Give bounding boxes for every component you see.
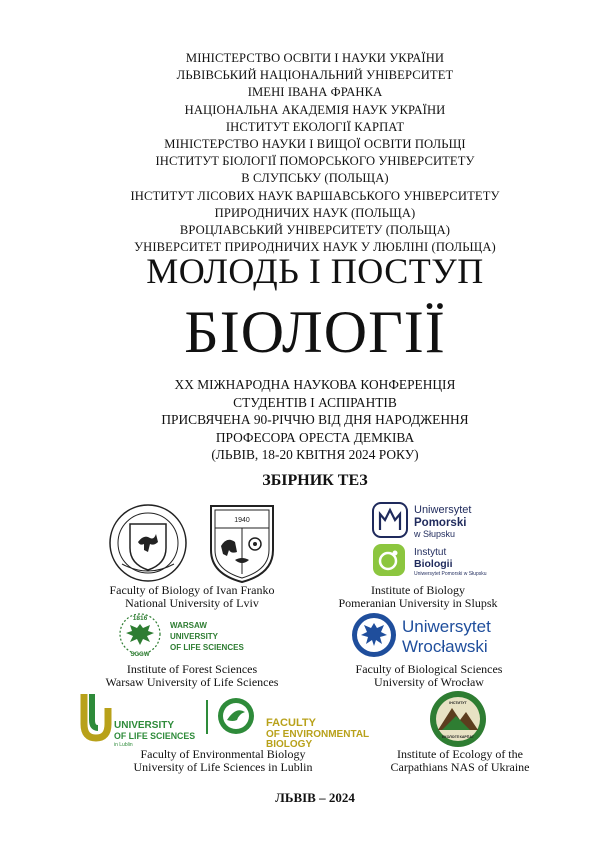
organizer-line: ІНСТИТУТ БІОЛОГІЇ ПОМОРСЬКОГО УНІВЕРСИТЕТУ [155,154,475,169]
organizers-list [0,50,605,256]
pomeranian-university-logo [372,500,492,540]
logo-text: BIOLOGY [266,739,313,748]
wroclaw-university-logo [350,610,510,660]
carpathian-ecology-institute-logo [426,690,490,748]
caption-line: Faculty of Biological Sciences [355,662,503,676]
logo-text: ЕКОЛОГІЇ КАРПАТ [441,735,475,739]
logo-text: w Słupsku [414,529,456,539]
organizer-line: ЛЬВІВСЬКИЙ НАЦІОНАЛЬНИЙ УНІВЕРСИТЕТ [176,68,454,83]
conference-info [0,376,605,464]
conference-line: ПРОФЕСОРА ОРЕСТА ДЕМКІВА [215,429,415,445]
organizer-line: ІМЕНІ ІВАНА ФРАНКА [247,85,383,100]
logo-text: Biologii [414,558,453,570]
caption-line: Faculty of Biology of Ivan Franko [109,583,275,597]
caption-line: University of Life Sciences in Lublin [133,760,313,775]
organizer-line: ПРИРОДНИЧИХ НАУК (ПОЛЬЩА) [214,205,416,220]
caption-line: Pomeranian University in Slupsk [338,596,498,611]
logo-text: OF LIFE SCIENCES [170,643,244,652]
organizer-line: ВРОЦЛАВСЬКИЙ УНІВЕРСИТЕТУ (ПОЛЬЩА) [179,223,451,238]
caption-line: University of Wrocław [374,675,484,690]
abstracts-label: ЗБІРНИК ТЕЗ [262,472,368,489]
title-line-1: МОЛОДЬ І ПОСТУП [146,251,484,291]
warsaw-university-logo [118,612,268,658]
logo-text: UNIVERSITY [114,720,175,731]
logo-text: OF LIFE SCIENCES [114,731,196,741]
logo-text: ІНСТИТУТ [449,701,467,705]
logo-divider [206,700,208,734]
logo-abbr: SGGW [130,652,150,658]
caption-warsaw [82,663,302,690]
caption-line: Carpathians NAS of Ukraine [390,760,530,775]
caption-line: Institute of Forest Sciences [126,662,258,676]
caption-line: Warsaw University of Life Sciences [105,675,279,690]
environmental-biology-faculty-logo [216,696,372,748]
caption-wroclaw [336,663,522,690]
logo-text: Wrocławski [402,637,488,656]
conference-line: СТУДЕНТІВ І АСПІРАНТІВ [233,394,397,410]
caption-slupsk [320,584,516,611]
logo-text: Instytut [414,547,447,558]
conference-line: XX МІЖНАРОДНА НАУКОВА КОНФЕРЕНЦІЯ [174,377,456,392]
logo-text: OF ENVIRONMENTAL [266,729,370,740]
organizer-line: ІНСТИТУТ ЛІСОВИХ НАУК ВАРШАВСЬКОГО УНІВЕРСИТЕТУ [130,188,500,203]
logo-text: Pomorski [414,517,467,529]
institute-of-biology-logo [372,543,502,579]
caption-line: National University of Lviv [125,596,259,611]
organizer-line: УНІВЕРСИТЕТ ПРИРОДНИЧИХ НАУК У ЛЮБЛІНІ (ПОЛЬЩА) [134,240,496,255]
caption-line: Faculty of Environmental Biology [140,747,306,761]
logo-text: Uniwersytet [402,617,491,636]
organizer-line: В СЛУПСЬКУ (ПОЛЬЩА) [241,171,389,186]
organizer-line: МІНІСТЕРСТВО НАУКИ І ВИЩОЇ ОСВІТИ ПОЛЬЩІ [164,137,466,152]
biology-faculty-seal-logo [205,500,279,584]
logo-text: Uniwersytet Pomorski w Słupsku [414,571,487,577]
logo-text: UNIVERSITY [170,632,219,641]
logo-text: FACULTY [266,717,316,729]
organizer-line: ІНСТИТУТ ЕКОЛОГІЇ КАРПАТ [225,119,405,134]
caption-carpathians [372,748,548,775]
caption-line: Institute of Biology [371,583,465,597]
logo-year: 1816 [132,615,148,622]
logo-text: WARSAW [170,621,207,630]
caption-line: Institute of Ecology of the [397,747,523,761]
logo-text: Uniwersytet [414,504,472,516]
caption-lublin [120,748,326,775]
title-line-2: БІОЛОГІЇ [184,299,446,365]
conference-line: (ЛЬВІВ, 18-20 КВІТНЯ 2024 РОКУ) [211,447,419,463]
logo-text: in Lublin [114,742,133,746]
footer-city-year: ЛЬВІВ – 2024 [275,790,355,805]
organizer-line: НАЦІОНАЛЬНА АКАДЕМІЯ НАУК УКРАЇНИ [184,102,446,117]
conference-line: ПРИСВЯЧЕНА 90-РІЧЧЮ ВІД ДНЯ НАРОДЖЕННЯ [161,412,469,428]
organizer-line: МІНІСТЕРСТВО ОСВІТИ І НАУКИ УКРАЇНИ [185,51,445,65]
seal-year: 1940 [234,517,250,524]
lublin-university-logo [80,690,210,746]
lviv-university-seal-logo [108,502,188,584]
caption-lviv [84,584,300,611]
